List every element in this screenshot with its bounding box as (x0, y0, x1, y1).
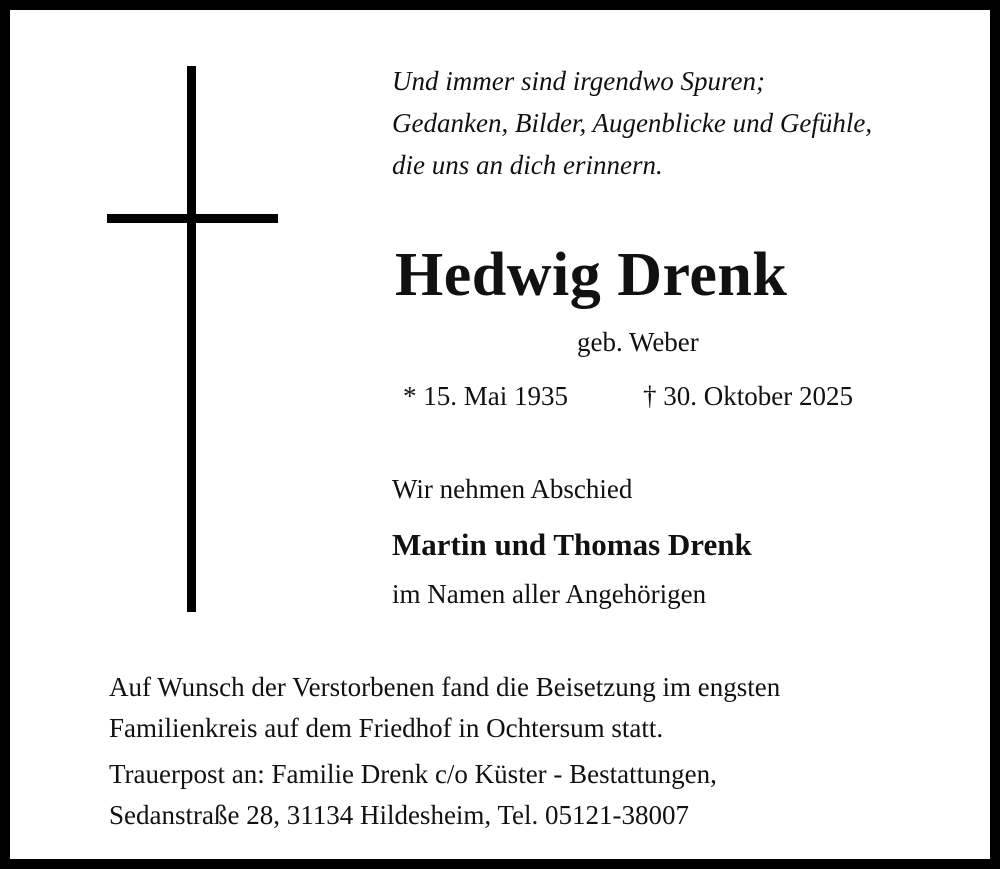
cross-horizontal-bar (107, 214, 278, 223)
memorial-quote (392, 60, 872, 186)
birth-date: * 15. Mai 1935 (403, 381, 568, 411)
quote-line: die uns an dich erinnern. (392, 150, 663, 180)
quote-line: Gedanken, Bilder, Augenblicke und Gefühle, (392, 108, 873, 138)
burial-note (109, 667, 929, 749)
contact-info (109, 754, 929, 836)
deceased-name: Hedwig Drenk (395, 241, 788, 309)
behalf-text: im Namen aller Angehörigen (392, 579, 707, 609)
burial-line: Auf Wunsch der Verstorbenen fand die Beisetzung im engsten (109, 672, 781, 702)
farewell-text: Wir nehmen Abschied (392, 474, 633, 504)
mourner-names: Martin und Thomas Drenk (392, 527, 752, 562)
burial-line: Familienkreis auf dem Friedhof in Ochtersum statt. (109, 713, 664, 743)
contact-line: Trauerpost an: Familie Drenk c/o Küster - Bestattungen, (109, 759, 717, 789)
contact-line: Sedanstraße 28, 31134 Hildesheim, Tel. 05121-38007 (109, 800, 690, 830)
cross-vertical-bar (187, 66, 196, 612)
maiden-name: geb. Weber (577, 327, 699, 357)
death-date: † 30. Oktober 2025 (643, 381, 853, 411)
quote-line: Und immer sind irgendwo Spuren; (392, 66, 765, 96)
